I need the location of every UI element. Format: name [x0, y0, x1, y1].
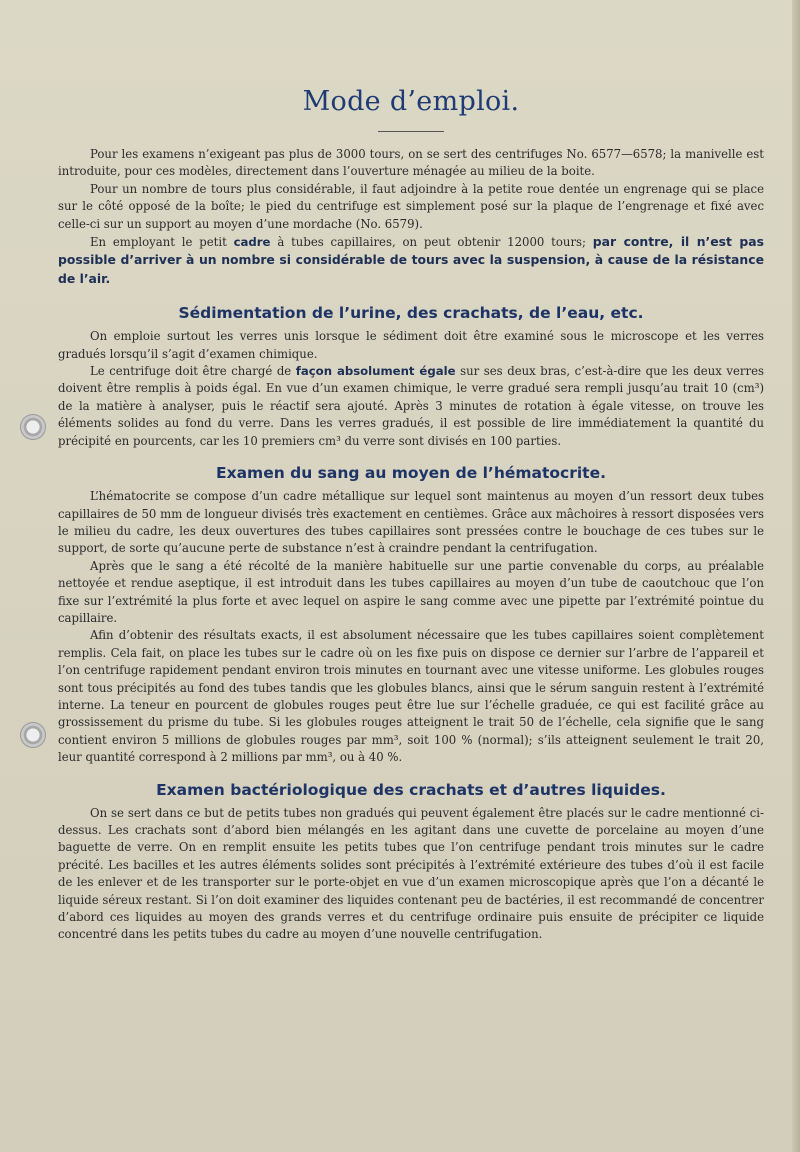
intro-p3-emphasis-cadre: cadre [233, 235, 271, 250]
section-heading-hematocrite: Examen du sang au moyen de l’hématocrite. [216, 464, 606, 483]
punch-hole-icon [20, 722, 46, 748]
page-edge [792, 0, 800, 1152]
hematocrite-paragraph-2: Après que le sang a été récolté de la manière habituelle sur une partie convenable du corps, au préalable nettoyée et rendue aseptique, il est introduit dans les tubes capillaires au moyen d’un tube de caoutchouc que l’on fixe sur l’extrémité la plus forte et avec lequel on aspire le sang comme avec une pipette par l’extrémité pointue du capillaire. [58, 558, 764, 625]
document-body [58, 86, 764, 944]
intro-paragraph-2: Pour un nombre de tours plus considérable, il faut adjoindre à la petite roue dentée un engrenage qui se place sur le côté opposé de la boîte; le pied du centrifuge est simplement posé sur la plaque de l’engrenage et fixé avec celle-ci sur un support au moyen d’une mordache (No. 6579). [58, 181, 764, 231]
sedimentation-p2-emphasis: façon absolument égale [295, 364, 456, 379]
intro-p3-text-a: En employant le petit [90, 235, 234, 250]
page-title: Mode d’emploi. [302, 86, 520, 117]
sedimentation-p2-text-a: Le centrifuge doit être chargé de [90, 364, 296, 379]
sedimentation-paragraph-1: On emploie surtout les verres unis lorsque le sédiment doit être examiné sous le microscope et les verres gradués lorsqu’il s’agit d’examen chimique. [58, 329, 764, 361]
section-heading-bacteriologique: Examen bactériologique des crachats et d’autres liquides. [156, 780, 666, 799]
intro-paragraph-3 [58, 233, 764, 288]
punch-hole-icon [20, 414, 46, 440]
hematocrite-paragraph-1: L’hématocrite se compose d’un cadre métallique sur lequel sont maintenus au moyen d’un ressort deux tubes capillaires de 50 mm de longueur divisés très exactement en centièmes. Grâce aux mâchoires à ressort disposées vers le milieu du cadre, les deux ouvertures des tubes capillaires sont pressées contre le bouchage de ces tubes sur le support, de sorte qu’aucune perte de substance n’est à craindre pendant la centrifugation. [58, 489, 764, 556]
bacteriologique-paragraph-1: On se sert dans ce but de petits tubes non gradués qui peuvent également être placés sur le cadre mentionné ci-dessus. Les crachats sont d’abord bien mélangés en les agitant dans une cuvette de porcelaine au moyen d’une baguette de verre. On en remplit ensuite les petits tubes que l’on centrifuge pendant trois minutes sur le cadre précité. Les bacilles et les autres éléments solides sont précipités à l’extrémité extérieure des tubes d’où il est facile de les enlever et de les transporter sur le porte-objet en vue d’un examen microscopique après que l’on a décanté le liquide séreux restant. Si l’on doit examiner des liquides contenant peu de bactéries, il est recommandé de concentrer d’abord ces liquides au moyen des grands verres et du centrifuge ordinaire puis ensuite de précipiter ce liquide concentré dans les petits tubes du cadre au moyen d’une nouvelle centrifugation. [58, 805, 764, 942]
intro-p3-emphasis-warning: par contre, il n’est pas possible d’arriver à un nombre si considérable de tours avec la suspension, à cause de la résistance de l’air. [58, 234, 764, 286]
section-heading-sedimentation: Sédimentation de l’urine, des crachats, de l’eau, etc. [178, 304, 644, 323]
hematocrite-paragraph-3: Afin d’obtenir des résultats exacts, il est absolument nécessaire que les tubes capillaires soient complètement remplis. Cela fait, on place les tubes sur le cadre où on les fixe puis on dispose ce dernier sur l’arbre de l’appareil et l’on centrifuge rapidement pendant environ trois minutes en tournant avec une vitesse uniforme. Les globules rouges sont tous précipités au fond des tubes tandis que les globules blancs, ainsi que le sérum sanguin restent à l’extrémité interne. La teneur en pourcent de globules rouges peut être lue sur l’échelle graduée, ce qui est facilité grâce au grossissement du prisme du tube. Si les globules rouges atteignent le trait 50 de l’échelle, cela signifie que le sang contient environ 5 millions de globules rouges par mm³, soit 100 % (normal); s’ils atteignent seulement le trait 20, leur quantité correspond à 2 millions par mm³, ou à 40 %. [58, 628, 764, 765]
title-divider [378, 131, 444, 132]
intro-paragraph-1: Pour les examens n’exigeant pas plus de 3000 tours, on se sert des centrifuges No. 6577—6578; la manivelle est introduite, pour ces modèles, directement dans l’ouverture ménagée au milieu de la boite. [58, 147, 764, 179]
sedimentation-p2-text-c: sur ses deux bras, c’est-à-dire que les deux verres doivent être remplis à poids égal. En vue d’un examen chimique, le verre gradué sera rempli jusqu’au trait 10 (cm³) de la matière à analyser, puis le réactif sera ajouté. Après 3 minutes de rotation à égale vitesse, on trouve les éléments solides au fond du verre. Dans les verres gradués, il est possible de lire immédiatement la quantité du précipité en pourcents, car les 10 premiers cm³ du verre sont divisés en 100 parties. [58, 364, 765, 448]
intro-p3-text-c: à tubes capillaires, on peut obtenir 12000 tours; [270, 235, 593, 250]
sedimentation-paragraph-2 [58, 363, 764, 450]
